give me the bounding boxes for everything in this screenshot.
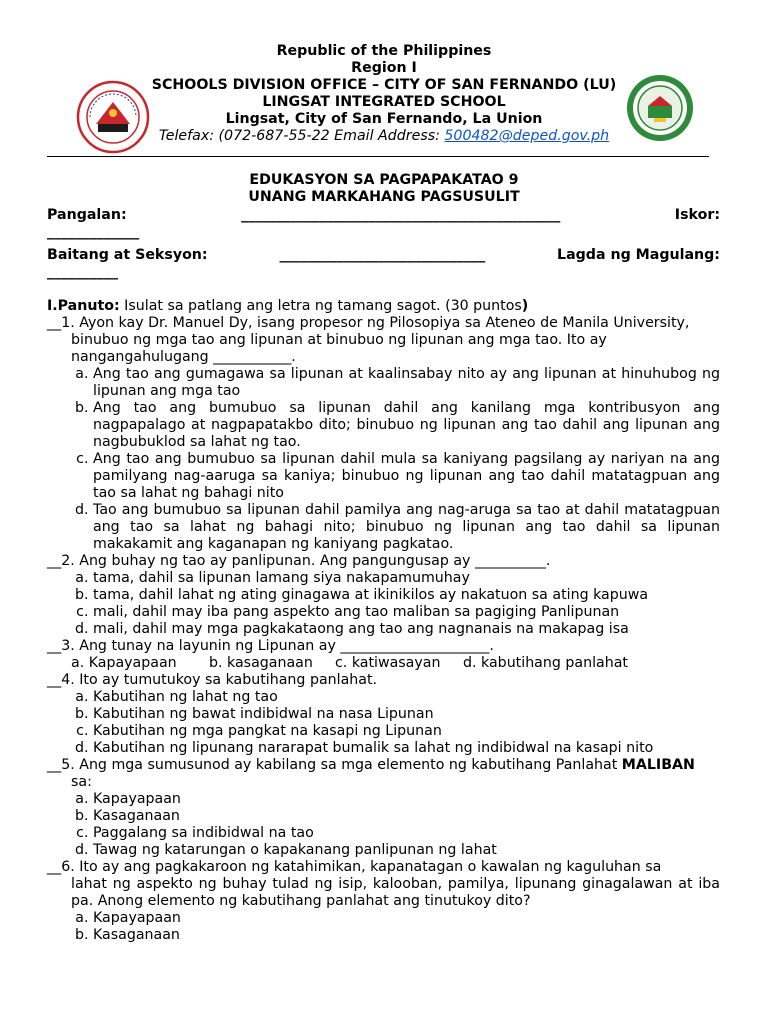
question-3 <box>47 638 720 672</box>
school-header <box>0 43 768 145</box>
choice-c: c. mali, dahil may iba pang aspekto ang tao maliban sa pagiging Panlipunan <box>93 604 720 621</box>
choice-b: b. Ang tao ang bumubuo sa lipunan dahil ang kanilang mga kontribusyon ang nagpapalago at nagpapatakbo dito; binubuo ng lipunan ang tao dahil ang lipunan ang nagbubuklod sa lahat ng tao. <box>93 400 720 451</box>
parent-signature-label: Lagda ng Magulang: <box>557 247 720 263</box>
subject-title: EDUKASYON SA PAGPAPAKATAO 9 <box>249 172 519 188</box>
question-stem: __2. Ang buhay ng tao ay panlipunan. Ang pangungusap ay __________. <box>47 553 551 569</box>
section-row <box>47 247 720 264</box>
choice-d: d. Tao ang bumubuo sa lipunan dahil pamilya ang nag-aruga sa tao at dahil matatagpuan ang tao sa lahat ng bahagi nito; binubuo ng lipunan ang tao dahil sa lipunan makakamit ang kaganapan ng kaniyang pagkatao. <box>93 502 720 553</box>
school-name: LINGSAT INTEGRATED SCHOOL <box>262 94 506 110</box>
choice-b: b. Kasaganaan <box>93 927 720 944</box>
question-1 <box>47 315 720 553</box>
contact-line <box>0 128 768 145</box>
choice-b: b. Kabutihan ng bawat indibidwal na nasa Lipunan <box>93 706 720 723</box>
exam-content <box>47 207 720 944</box>
email-link[interactable]: 500482@deped.gov.ph <box>444 128 610 144</box>
choice-b: b. tama, dahil lahat ng ating ginagawa at ikinikilos ay nakatuon sa ating kapuwa <box>93 587 720 604</box>
choice-d: d. kabutihang panlahat <box>463 655 628 671</box>
choice-list <box>47 689 720 757</box>
choice-a: a. Kapayapaan <box>93 910 720 927</box>
score-label: Iskor: <box>674 207 720 223</box>
question-stem-emphasis: MALIBAN <box>621 757 695 773</box>
choice-list <box>47 791 720 859</box>
choice-c: c. katiwasayan <box>335 655 441 671</box>
question-6 <box>47 859 720 944</box>
choice-d: d. Kabutihan ng lipunang nararapat bumalik sa lahat ng indibidwal na kasapi nito <box>93 740 720 757</box>
question-stem: __4. Ito ay tumutukoy sa kabutihang panlahat. <box>47 672 378 688</box>
choice-list <box>47 910 720 944</box>
inline-choice-list <box>47 655 720 672</box>
score-blank-row <box>47 224 720 241</box>
choice-a: a. Ang tao ang gumagawa sa lipunan at kaalinsabay nito ay ang lipunan at hinuhubog ng lipunan ang mga tao <box>93 366 720 400</box>
school-address: Lingsat, City of San Fernando, La Union <box>225 111 543 127</box>
instructions-close: ) <box>521 298 529 314</box>
question-stem: __6. Ito ay ang pagkakaroon ng katahimikan, kapanatagan o kawalan ng kaguluhan sa <box>47 859 662 875</box>
question-stem-continued: binubuo ng mga tao ang lipunan at binubuo ng lipunan ang mga tao. Ito ay nangangahulugang ___________. <box>71 332 607 365</box>
name-row <box>47 207 720 224</box>
choice-list <box>47 366 720 553</box>
question-stem: __1. Ayon kay Dr. Manuel Dy, isang propesor ng Pilosopiya sa Ateneo de Manila University, <box>47 315 690 331</box>
question-stem-continued: sa: <box>71 774 92 790</box>
section-label: Baitang at Seksyon: <box>47 247 208 263</box>
instructions-text: Isulat sa patlang ang letra ng tamang sagot. (30 puntos <box>119 298 522 314</box>
parent-blank-row <box>47 264 720 281</box>
choice-d: d. mali, dahil may mga pagkakataong ang tao ang nagnanais na makapag isa <box>93 621 720 638</box>
name-label: Pangalan: <box>47 207 127 223</box>
name-blank[interactable]: _____________________________________________ <box>241 207 561 223</box>
question-stem <box>47 757 720 774</box>
score-blank[interactable]: _____________ <box>47 224 140 240</box>
question-stem-continued: lahat ng aspekto ng buhay tulad ng isip, kalooban, pamilya, lipunang ginagalawan at iba pa. Anong elemento ng kabutihang panlahat ang tinutukoy dito? <box>71 876 720 909</box>
section-blank[interactable]: _____________________________ <box>279 247 486 263</box>
question-stem: __3. Ang tunay na layunin ng Lipunan ay _____________________. <box>47 638 494 654</box>
choice-a: a. Kapayapaan <box>93 791 720 808</box>
instructions <box>47 298 720 315</box>
question-4 <box>47 672 720 757</box>
region-line: Region I <box>351 60 417 76</box>
division-line: SCHOOLS DIVISION OFFICE – CITY OF SAN FERNANDO (LU) <box>151 77 617 93</box>
question-5 <box>47 757 720 859</box>
choice-a: a. tama, dahil sa lipunan lamang siya nakapamumuhay <box>93 570 720 587</box>
republic-line: Republic of the Philippines <box>276 43 492 59</box>
choice-a: a. Kapayapaan <box>71 655 177 671</box>
choice-b: b. kasaganaan <box>209 655 313 671</box>
choice-d: d. Tawag ng katarungan o kapakanang panlipunan ng lahat <box>93 842 720 859</box>
choice-a: a. Kabutihan ng lahat ng tao <box>93 689 720 706</box>
choice-list <box>47 570 720 638</box>
exam-title: UNANG MARKAHANG PAGSUSULIT <box>248 189 520 205</box>
header-divider <box>47 156 709 157</box>
telefax-text: Telefax: (072-687-55-22 Email Address: <box>158 128 445 144</box>
question-stem-text: __5. Ang mga sumusunod ay kabilang sa mga elemento ng kabutihang Panlahat <box>47 757 618 773</box>
question-2 <box>47 553 720 638</box>
choice-c: c. Ang tao ang bumubuo sa lipunan dahil mula sa kaniyang pagsilang ay nariyan na ang pamilyang nag-aaruga sa kaniya; binubuo ng lipunan ang tao dahil matatagpuan ang tao sa lahat ng bahagi nito <box>93 451 720 502</box>
choice-b: b. Kasaganaan <box>93 808 720 825</box>
exam-titles <box>0 172 768 206</box>
instructions-label: I.Panuto: <box>47 298 120 314</box>
parent-signature-blank[interactable]: __________ <box>47 264 118 280</box>
choice-c: c. Paggalang sa indibidwal na tao <box>93 825 720 842</box>
choice-c: c. Kabutihan ng mga pangkat na kasapi ng Lipunan <box>93 723 720 740</box>
